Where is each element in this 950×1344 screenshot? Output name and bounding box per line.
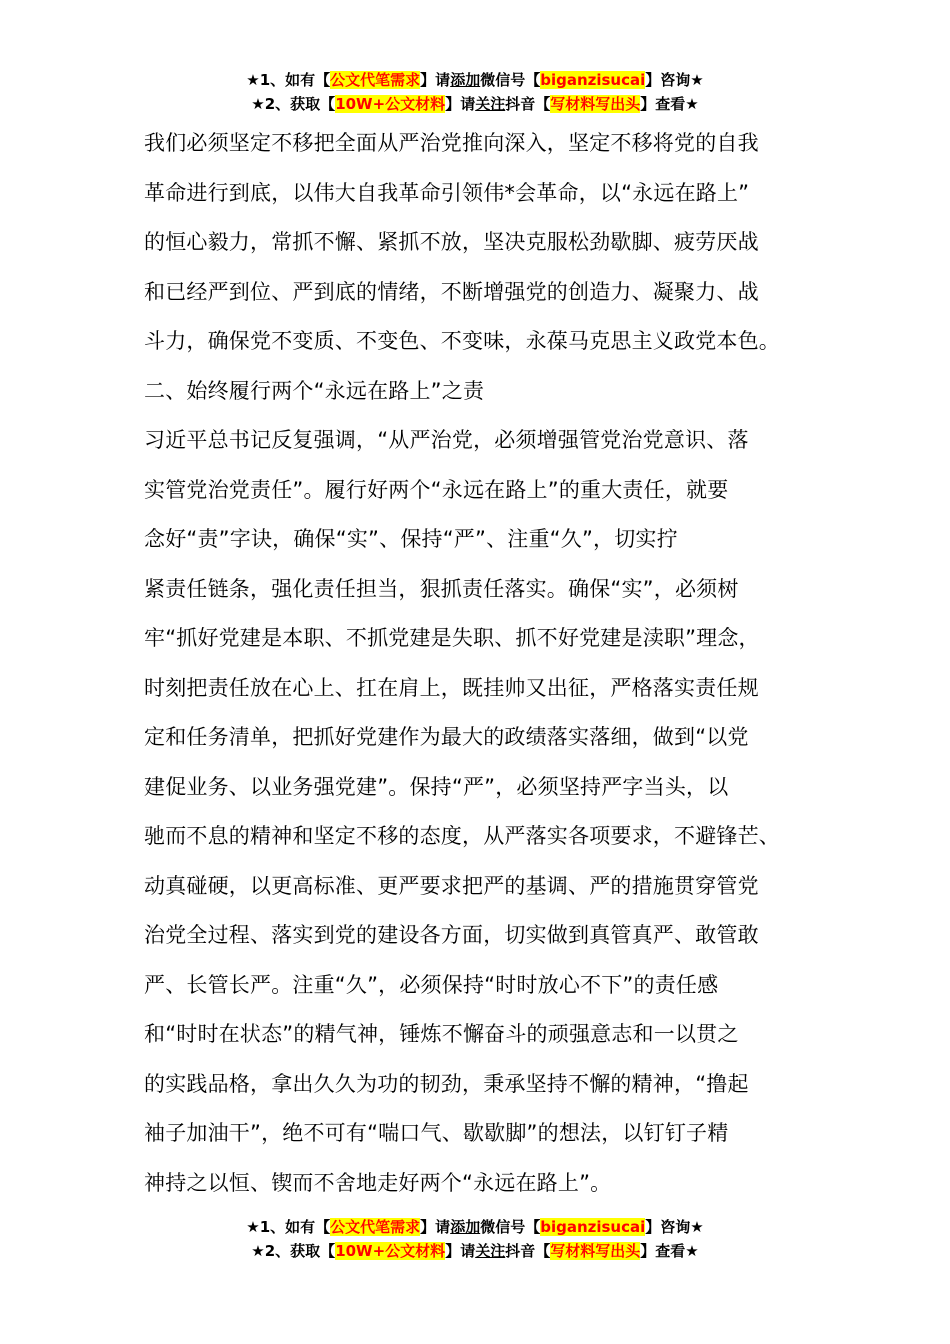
banner-text: 】查看★ (640, 95, 699, 113)
banner-underline: 添加 (450, 71, 481, 89)
body-line: 习近平总书记反复强调，“从严治党，必须增强管党治党意识、落 (144, 428, 749, 452)
banner-line-2 (0, 1239, 950, 1263)
body-line: 革命进行到底，以伟大自我革命引领伟*会革命，以“永远在路上” (144, 180, 750, 205)
banner-highlight: 10W+公文材料 (335, 95, 446, 113)
banner-text: 】请 (420, 71, 451, 89)
body-line: 建促业务、以业务强党建”。保持“严”，必须坚持严字当头，以 (144, 774, 729, 799)
body-line: 念好“责”字诀，确保“实”、保持“严”、注重“久”，切实拧 (144, 527, 678, 551)
body-line: 时刻把责任放在心上、扛在肩上，既挂帅又出征，严格落实责任规 (144, 675, 759, 700)
body-line: 斗力，确保党不变质、不变色、不变味，永葆马克思主义政党本色。 (144, 329, 780, 353)
banner-text: ★1、如有【 (246, 71, 331, 89)
banner-line-2 (0, 92, 950, 116)
banner-text: 】请 (445, 1242, 476, 1260)
banner-highlight-wechat-id: biganzisucai (540, 1218, 646, 1236)
banner-text: 】咨询★ (645, 1218, 704, 1236)
banner-highlight: 公文代笔需求 (330, 71, 421, 89)
banner-text: 】请 (420, 1218, 451, 1236)
banner-text: 】咨询★ (645, 71, 704, 89)
banner-line-1 (0, 1215, 950, 1239)
body-line: 神持之以恒、锲而不舍地走好两个“永远在路上”。 (144, 1170, 612, 1195)
banner-text: 抖音【 (505, 1242, 551, 1260)
banner-text: 抖音【 (505, 95, 551, 113)
banner-highlight-douyin-name: 写材料写出头 (550, 1242, 641, 1260)
body-line: 驰而不息的精神和坚定不移的态度，从严落实各项要求，不避锋芒、 (144, 824, 780, 848)
banner-underline: 关注 (475, 1242, 506, 1260)
footer-banner (0, 1215, 950, 1263)
banner-underline: 关注 (475, 95, 506, 113)
body-line: 实管党治党责任”。履行好两个“永远在路上”的重大责任，就要 (144, 477, 729, 502)
banner-text: ★1、如有【 (246, 1218, 331, 1236)
body-line: 我们必须坚定不移把全面从严治党推向深入，坚定不移将党的自我 (144, 131, 759, 155)
body-line: 严、长管长严。注重“久”，必须保持“时时放心不下”的责任感 (144, 972, 719, 997)
document-body (144, 119, 834, 1208)
banner-text: ★2、获取【 (251, 1242, 336, 1260)
section-heading: 二、始终履行两个“永远在路上”之责 (144, 378, 485, 403)
banner-highlight-wechat-id: biganzisucai (540, 71, 646, 89)
header-banner (0, 68, 950, 116)
banner-highlight: 10W+公文材料 (335, 1242, 446, 1260)
banner-highlight: 公文代笔需求 (330, 1218, 421, 1236)
body-line: 的实践品格，拿出久久为功的韧劲，秉承坚持不懈的精神，“撸起 (144, 1071, 749, 1096)
banner-line-1 (0, 68, 950, 92)
banner-text: ★2、获取【 (251, 95, 336, 113)
body-line: 治党全过程、落实到党的建设各方面，切实做到真管真严、敢管敢 (144, 923, 759, 947)
body-line: 袖子加油干”，绝不可有“喘口气、歇歇脚”的想法，以钉钉子精 (144, 1121, 729, 1145)
body-line: 和“时时在状态”的精气神，锤炼不懈奋斗的顽强意志和一以贯之 (144, 1022, 739, 1046)
body-line: 牢“抓好党建是本职、不抓党建是失职、抓不好党建是渎职”理念， (144, 626, 760, 650)
banner-text: 】查看★ (640, 1242, 699, 1260)
body-line: 的恒心毅力，常抓不懈、紧抓不放，坚决克服松劲歇脚、疲劳厌战 (144, 230, 759, 254)
banner-underline: 添加 (450, 1218, 481, 1236)
banner-text: 微信号【 (480, 1218, 541, 1236)
banner-highlight-douyin-name: 写材料写出头 (550, 95, 641, 113)
body-line: 定和任务清单，把抓好党建作为最大的政绩落实落细，做到“以党 (144, 725, 749, 749)
body-line: 紧责任链条，强化责任担当，狠抓责任落实。确保“实”，必须树 (144, 576, 739, 601)
body-line: 动真碰硬，以更高标准、更严要求把严的基调、严的措施贯穿管党 (144, 873, 759, 898)
body-line: 和已经严到位、严到底的情绪，不断增强党的创造力、凝聚力、战 (144, 279, 759, 304)
banner-text: 微信号【 (480, 71, 541, 89)
banner-text: 】请 (445, 95, 476, 113)
